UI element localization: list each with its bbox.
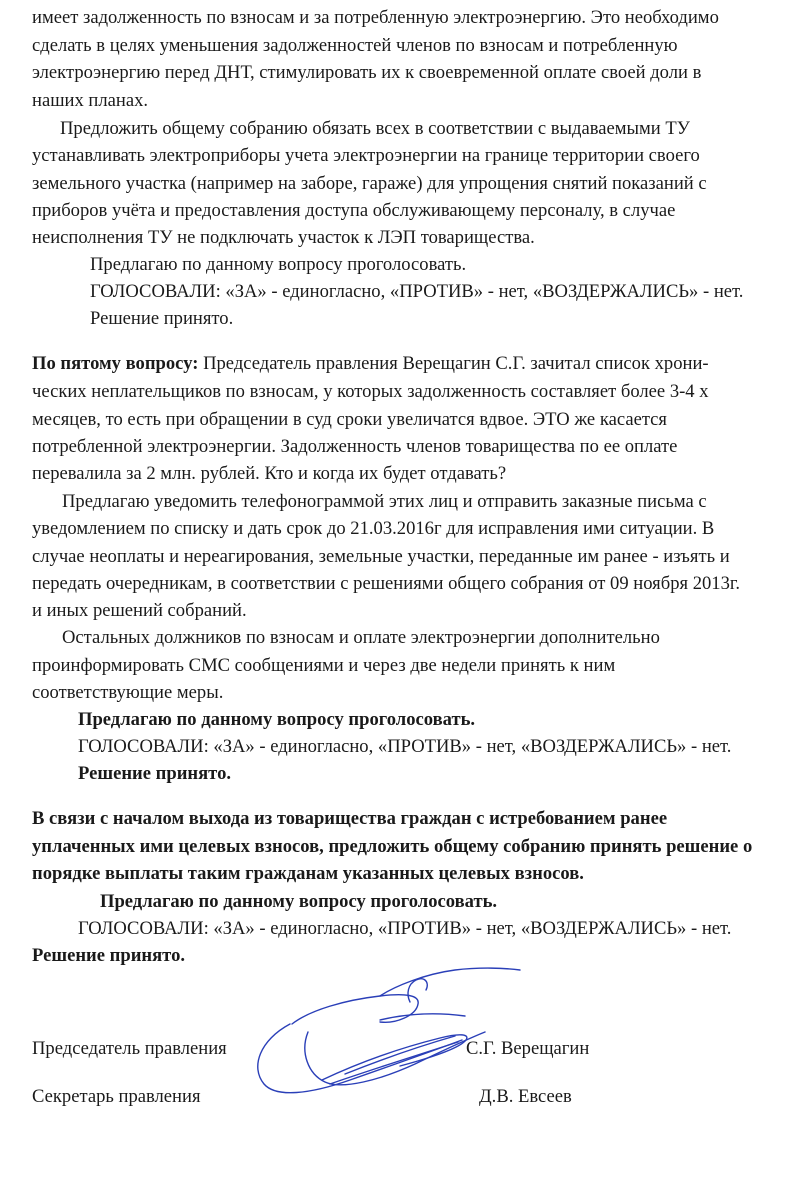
text-line: наших планах. bbox=[32, 90, 149, 111]
text-line: земельного участка (например на заборе, гараже) для упрощения снятий показаний с bbox=[32, 173, 707, 194]
text-line: Предложить общему собранию обязать всех в соответствии с выдаваемыми ТУ bbox=[60, 118, 690, 139]
text-line: ческих неплательщиков по взносам, у которых задолженность составляет более 3-4 х bbox=[32, 381, 709, 402]
text-line: Остальных должников по взносам и оплате электроэнергии дополнительно bbox=[62, 627, 660, 648]
text-line: перевалила за 2 млн. рублей. Кто и когда их будет отдавать? bbox=[32, 463, 507, 484]
text-line: передать очередникам, в соответствии с решениями общего собрания от 09 ноября 2013г. bbox=[32, 573, 741, 594]
text-line: имеет задолженность по взносам и за потребленную электроэнергию. Это необходимо bbox=[32, 7, 719, 28]
secretary-name: Д.В. Евсеев bbox=[479, 1086, 572, 1107]
secretary-title: Секретарь правления bbox=[32, 1086, 201, 1107]
text-line: устанавливать электроприборы учета электроэнергии на границе территории своего bbox=[32, 145, 700, 166]
text-line: порядке выплаты таким гражданам указанных целевых взносов. bbox=[32, 863, 584, 884]
text-line: приборов учёта и предоставления доступа обслуживающему персоналу, в случае bbox=[32, 200, 676, 221]
text-line: уплаченных ими целевых взносов, предложить общему собранию принять решение о bbox=[32, 836, 753, 857]
question5-first-line bbox=[32, 353, 709, 375]
text-line: проинформировать СМС сообщениями и через две недели принять к ним bbox=[32, 655, 616, 676]
vote-decision: Решение принято. bbox=[78, 763, 232, 784]
text-line: неисполнения ТУ не подключать участок к ЛЭП товарищества. bbox=[32, 227, 535, 248]
question5-first-line-text: Председатель правления Верещагин С.Г. зачитал список хрони- bbox=[198, 353, 709, 374]
vote-decision: Решение принято. bbox=[32, 945, 186, 966]
text-line: потребленной электроэнергии. Задолженность членов товарищества по ее оплате bbox=[32, 436, 678, 457]
vote-proposal: Предлагаю по данному вопросу проголосовать. bbox=[90, 254, 467, 275]
vote-result: ГОЛОСОВАЛИ: «ЗА» - единогласно, «ПРОТИВ» - нет, «ВОЗДЕРЖАЛИСЬ» - нет. bbox=[90, 281, 744, 302]
chair-name: С.Г. Верещагин bbox=[466, 1038, 590, 1059]
text-line: электроэнергию перед ДНТ, стимулировать их к своевременной оплате своей доли в bbox=[32, 62, 702, 83]
question5-heading: По пятому вопросу: bbox=[32, 353, 199, 374]
text-line: и иных решений собраний. bbox=[32, 600, 247, 621]
vote-result: ГОЛОСОВАЛИ: «ЗА» - единогласно, «ПРОТИВ» - нет, «ВОЗДЕРЖАЛИСЬ» - нет. bbox=[78, 918, 732, 939]
chair-title: Председатель правления bbox=[32, 1038, 227, 1059]
handwritten-signature bbox=[230, 962, 530, 1107]
text-line: месяцев, то есть при обращении в суд сроки увеличатся вдвое. ЭТО же касается bbox=[32, 409, 667, 430]
text-line: В связи с началом выхода из товарищества граждан с истребованием ранее bbox=[32, 808, 668, 829]
text-line: сделать в целях уменьшения задолженностей членов по взносам и потребленную bbox=[32, 35, 678, 56]
vote-proposal: Предлагаю по данному вопросу проголосовать. bbox=[78, 709, 476, 730]
text-line: уведомлением по списку и дать срок до 21.03.2016г для исправления ими ситуации. В bbox=[32, 518, 715, 539]
vote-decision: Решение принято. bbox=[90, 308, 234, 329]
text-line: соответствующие меры. bbox=[32, 682, 224, 703]
vote-proposal: Предлагаю по данному вопросу проголосовать. bbox=[100, 891, 498, 912]
text-line: Предлагаю уведомить телефонограммой этих лиц и отправить заказные письма с bbox=[62, 491, 707, 512]
text-line: случае неоплаты и нереагирования, земельные участки, переданные им ранее - изъять и bbox=[32, 546, 730, 567]
vote-result: ГОЛОСОВАЛИ: «ЗА» - единогласно, «ПРОТИВ» - нет, «ВОЗДЕРЖАЛИСЬ» - нет. bbox=[78, 736, 732, 757]
